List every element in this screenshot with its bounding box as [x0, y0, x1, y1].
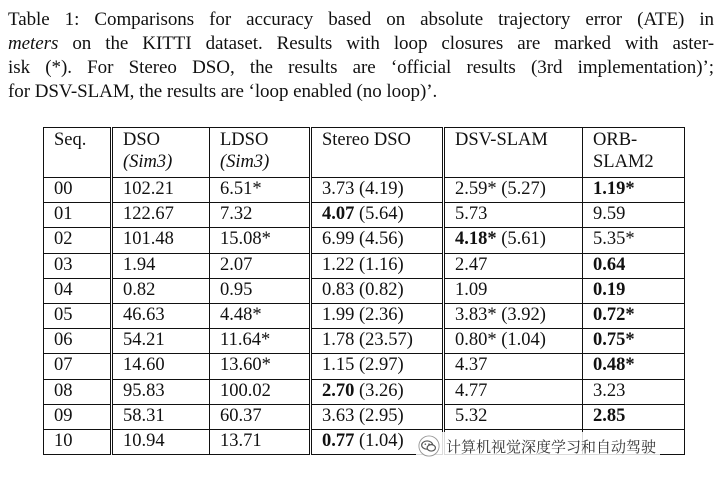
- cell-orb-slam2: [583, 379, 685, 404]
- cell-ldso: [210, 303, 311, 328]
- orb-slam2-value: 0.64: [593, 254, 626, 275]
- cell-orb-slam2: [583, 303, 685, 328]
- cell-dsv-slam: [444, 278, 583, 303]
- seq-value: 02: [54, 229, 73, 250]
- stereo-dso-value: 1.22: [322, 254, 355, 275]
- cell-dso: [112, 429, 210, 454]
- stereo-dso-value: 1.99: [322, 304, 355, 325]
- table-body: [44, 178, 685, 455]
- cell-ldso: [210, 404, 311, 429]
- seq-value: 03: [54, 254, 73, 275]
- cell-stereo-dso: [311, 303, 444, 328]
- seq-value: 01: [54, 204, 73, 225]
- caption-line-2-rest: on the KITTI dataset. Results with loop closures are marked with aster-: [58, 33, 714, 54]
- seq-value: 08: [54, 380, 73, 401]
- cell-dso: [112, 354, 210, 379]
- seq-value: 00: [54, 179, 73, 199]
- ldso-value: 15.08*: [220, 229, 271, 250]
- ldso-value: 7.32: [220, 204, 253, 225]
- dsv-slam-value: 5.73: [455, 204, 488, 225]
- orb-slam2-value: 5.35*: [593, 229, 635, 250]
- watermark: [416, 432, 660, 460]
- dso-value: 101.48: [123, 229, 174, 250]
- table-row: [44, 379, 685, 404]
- table-row: [44, 278, 685, 303]
- stereo-dso-3rd: (1.16): [354, 254, 404, 275]
- stereo-dso-3rd: (3.26): [354, 380, 404, 401]
- header-orb-slam2: ORB- SLAM2: [583, 128, 685, 178]
- dso-value: 95.83: [123, 380, 165, 401]
- dsv-slam-value: 0.80*: [455, 330, 497, 351]
- cell-dso: [112, 278, 210, 303]
- caption-meters: meters: [8, 33, 59, 54]
- cell-dsv-slam: [444, 228, 583, 253]
- ldso-value: 0.95: [220, 279, 253, 300]
- header-ldso-sim3: (Sim3): [220, 152, 270, 172]
- cell-orb-slam2: [583, 404, 685, 429]
- stereo-dso-3rd: (1.04): [354, 430, 404, 451]
- caption-line-1: Table 1: Comparisons for accuracy based on absolute trajectory error (ATE) in: [8, 9, 714, 30]
- seq-value: 04: [54, 279, 73, 300]
- dsv-slam-noloop: (3.92): [496, 304, 546, 325]
- header-dso-sim3: (Sim3): [123, 152, 173, 172]
- cell-ldso: [210, 278, 311, 303]
- cell-ldso: [210, 354, 311, 379]
- cell-seq: [44, 228, 112, 253]
- cell-dso: [112, 404, 210, 429]
- cell-stereo-dso: [311, 379, 444, 404]
- orb-slam2-value: 0.19: [593, 279, 626, 300]
- cell-dsv-slam: [444, 354, 583, 379]
- stereo-dso-value: 0.77: [322, 430, 355, 451]
- seq-value: 06: [54, 330, 73, 351]
- caption-line-4: for DSV-SLAM, the results are ‘loop enabled (no loop)’.: [8, 81, 438, 102]
- cell-orb-slam2: [583, 278, 685, 303]
- cell-orb-slam2: [583, 354, 685, 379]
- table-row: [44, 178, 685, 203]
- stereo-dso-3rd: (0.82): [354, 279, 404, 300]
- stereo-dso-value: 0.83: [322, 279, 355, 300]
- table-row: [44, 228, 685, 253]
- seq-value: 07: [54, 355, 73, 376]
- ldso-value: 13.71: [220, 430, 262, 451]
- dso-value: 46.63: [123, 304, 165, 325]
- ldso-value: 100.02: [220, 380, 271, 401]
- seq-value: 09: [54, 405, 73, 426]
- cell-dsv-slam: [444, 253, 583, 278]
- cell-dsv-slam: [444, 379, 583, 404]
- dsv-slam-value: 4.18*: [455, 229, 497, 250]
- dso-value: 10.94: [123, 430, 165, 451]
- header-row: [44, 128, 685, 178]
- caption-line-3: isk (*). For Stereo DSO, the results are ‘official results (3rd implementation)’;: [8, 57, 714, 78]
- cell-stereo-dso: [311, 203, 444, 228]
- cell-dso: [112, 253, 210, 278]
- cell-ldso: [210, 253, 311, 278]
- dsv-slam-value: 3.83*: [455, 304, 497, 325]
- dsv-slam-noloop: (5.27): [496, 179, 546, 199]
- dso-value: 1.94: [123, 254, 156, 275]
- stereo-dso-3rd: (2.36): [354, 304, 404, 325]
- cell-ldso: [210, 329, 311, 354]
- dsv-slam-value: 4.77: [455, 380, 488, 401]
- stereo-dso-value: 3.63: [322, 405, 355, 426]
- ldso-value: 4.48*: [220, 304, 262, 325]
- cell-seq: [44, 303, 112, 328]
- cell-ldso: [210, 203, 311, 228]
- cell-orb-slam2: [583, 228, 685, 253]
- dsv-slam-noloop: (5.61): [496, 229, 546, 250]
- dso-value: 0.82: [123, 279, 156, 300]
- stereo-dso-value: 6.99: [322, 229, 355, 250]
- cell-seq: [44, 379, 112, 404]
- stereo-dso-3rd: (4.19): [354, 179, 404, 199]
- stereo-dso-value: 2.70: [322, 380, 355, 401]
- cell-ldso: [210, 228, 311, 253]
- cell-ldso: [210, 429, 311, 454]
- stereo-dso-3rd: (4.56): [354, 229, 404, 250]
- header-seq: Seq.: [44, 128, 112, 178]
- cell-dsv-slam: [444, 178, 583, 203]
- table-caption: [8, 8, 714, 104]
- cell-orb-slam2: [583, 178, 685, 203]
- cell-orb-slam2: [583, 329, 685, 354]
- cell-dso: [112, 178, 210, 203]
- dsv-slam-value: 2.59*: [455, 179, 497, 199]
- header-stereo-dso: Stereo DSO: [311, 128, 444, 178]
- cell-stereo-dso: [311, 354, 444, 379]
- orb-slam2-value: 1.19*: [593, 179, 635, 199]
- header-dso: DSO (Sim3): [112, 128, 210, 178]
- cell-dso: [112, 203, 210, 228]
- header-ldso: LDSO (Sim3): [210, 128, 311, 178]
- cell-dso: [112, 379, 210, 404]
- cell-seq: [44, 429, 112, 454]
- orb-slam2-value: 2.85: [593, 405, 626, 426]
- cell-stereo-dso: [311, 278, 444, 303]
- cell-dsv-slam: [444, 303, 583, 328]
- dsv-slam-value: 1.09: [455, 279, 488, 300]
- table-row: [44, 329, 685, 354]
- orb-slam2-value: 0.75*: [593, 330, 635, 351]
- cell-dso: [112, 303, 210, 328]
- stereo-dso-3rd: (2.95): [354, 405, 404, 426]
- cell-seq: [44, 329, 112, 354]
- cell-ldso: [210, 178, 311, 203]
- cell-stereo-dso: [311, 178, 444, 203]
- wechat-icon: [418, 435, 440, 457]
- ldso-value: 60.37: [220, 405, 262, 426]
- orb-slam2-value: 0.72*: [593, 304, 635, 325]
- cell-dso: [112, 329, 210, 354]
- cell-dsv-slam: [444, 203, 583, 228]
- cell-stereo-dso: [311, 228, 444, 253]
- ate-table: [43, 127, 685, 455]
- ldso-value: 11.64*: [220, 330, 271, 351]
- cell-dsv-slam: [444, 404, 583, 429]
- stereo-dso-3rd: (2.97): [354, 355, 404, 376]
- dsv-slam-value: 4.37: [455, 355, 488, 376]
- stereo-dso-value: 1.78: [322, 330, 355, 351]
- cell-stereo-dso: [311, 329, 444, 354]
- orb-slam2-value: 0.48*: [593, 355, 635, 376]
- seq-value: 10: [54, 430, 73, 451]
- cell-dsv-slam: [444, 329, 583, 354]
- header-dsv-slam: DSV-SLAM: [444, 128, 583, 178]
- caption-line-2: [8, 32, 714, 56]
- dso-value: 102.21: [123, 179, 174, 199]
- stereo-dso-value: 1.15: [322, 355, 355, 376]
- cell-stereo-dso: [311, 404, 444, 429]
- dso-value: 122.67: [123, 204, 174, 225]
- cell-seq: [44, 278, 112, 303]
- cell-seq: [44, 253, 112, 278]
- cell-orb-slam2: [583, 203, 685, 228]
- stereo-dso-3rd: (5.64): [354, 204, 404, 225]
- cell-dso: [112, 228, 210, 253]
- stereo-dso-value: 4.07: [322, 204, 355, 225]
- watermark-text: 计算机视觉深度学习和自动驾驶: [446, 437, 657, 456]
- cell-ldso: [210, 379, 311, 404]
- orb-slam2-value: 9.59: [593, 204, 626, 225]
- seq-value: 05: [54, 304, 73, 325]
- dso-value: 14.60: [123, 355, 165, 376]
- table-row: [44, 253, 685, 278]
- orb-slam2-value: 3.23: [593, 380, 626, 401]
- dsv-slam-value: 5.32: [455, 405, 488, 426]
- stereo-dso-value: 3.73: [322, 179, 355, 199]
- dsv-slam-value: 2.47: [455, 254, 488, 275]
- cell-seq: [44, 354, 112, 379]
- table-row: [44, 303, 685, 328]
- dso-value: 58.31: [123, 405, 165, 426]
- ldso-value: 2.07: [220, 254, 253, 275]
- table-row: [44, 404, 685, 429]
- table-row: [44, 354, 685, 379]
- table-row: [44, 203, 685, 228]
- cell-orb-slam2: [583, 253, 685, 278]
- stereo-dso-3rd: (23.57): [354, 330, 413, 351]
- cell-stereo-dso: [311, 253, 444, 278]
- cell-seq: [44, 178, 112, 203]
- cell-seq: [44, 404, 112, 429]
- dso-value: 54.21: [123, 330, 165, 351]
- cell-seq: [44, 203, 112, 228]
- ldso-value: 6.51*: [220, 179, 262, 199]
- dsv-slam-noloop: (1.04): [496, 330, 546, 351]
- ldso-value: 13.60*: [220, 355, 271, 376]
